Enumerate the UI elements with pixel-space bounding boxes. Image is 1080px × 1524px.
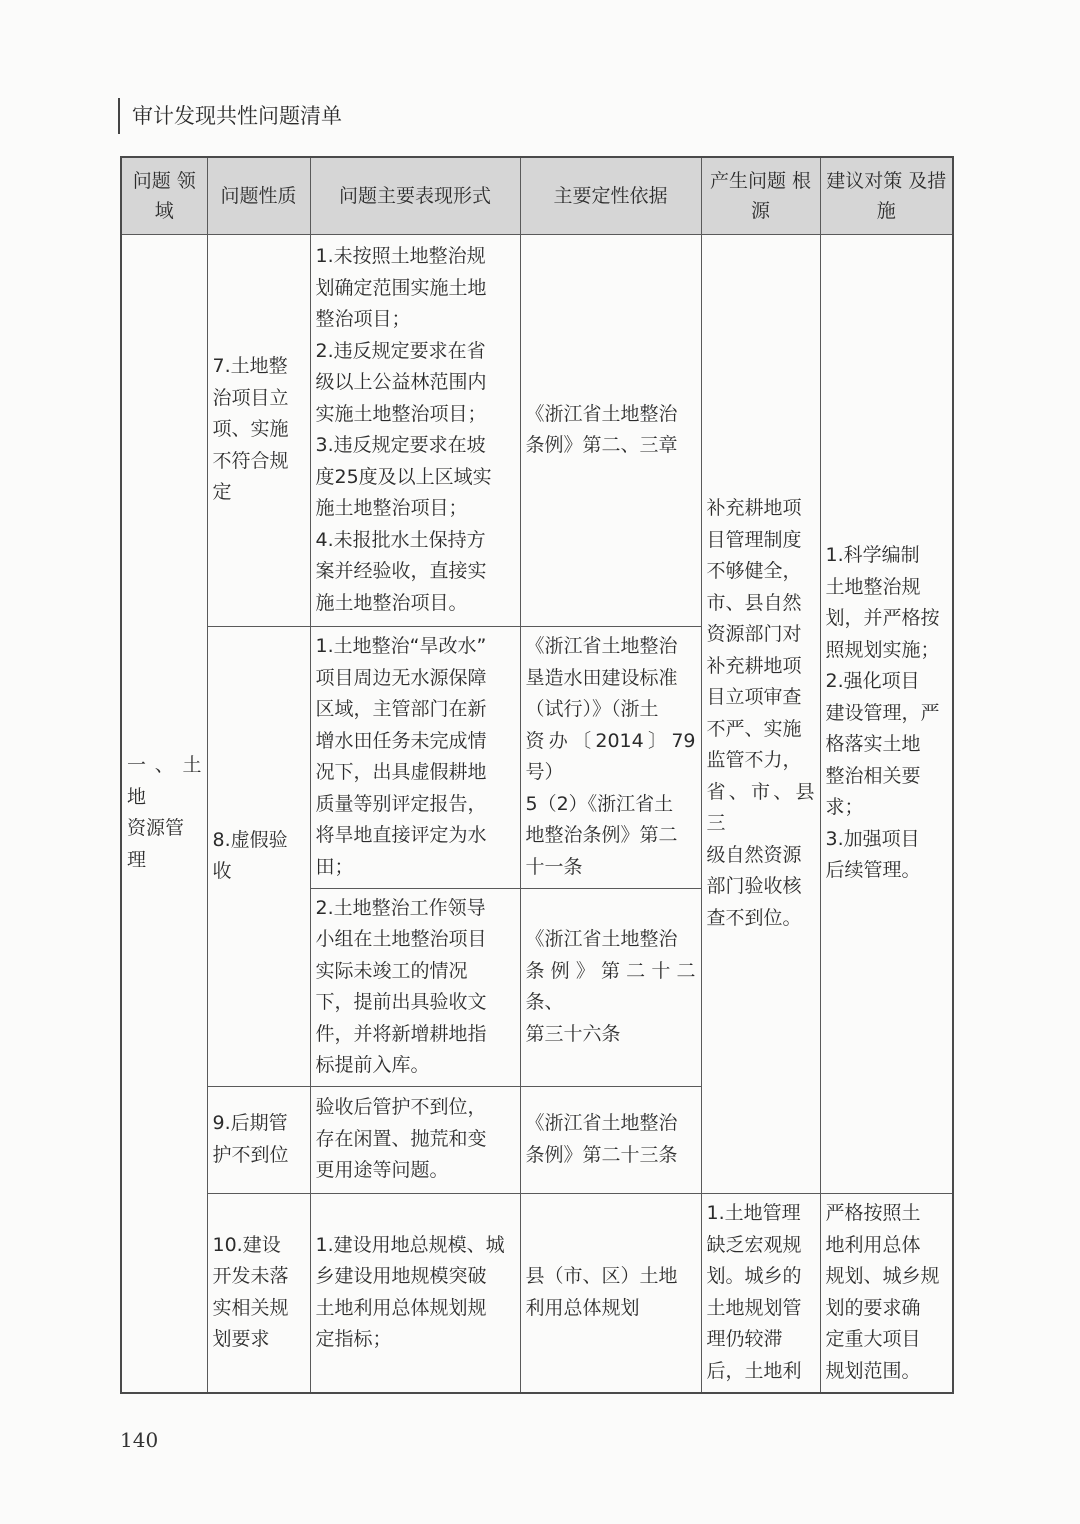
measures-shared-cell: 1.科学编制 土地整治规 划，并严格按 照规划实施； 2.强化项目 建设管理，严 格落实土地 整治相关要 求； 3.加强项目 后续管理。	[820, 234, 953, 1193]
header-main-forms: 问题主要表现形式	[310, 157, 520, 234]
header-problem-nature: 问题性质	[207, 157, 310, 234]
table-row	[121, 234, 953, 626]
main-forms-cell: 1.土地整治“旱改水” 项目周边无水源保障 区域，主管部门在新 增水田任务未完成情 况下，出具虚假耕地 质量等别评定报告， 将旱地直接评定为水 田；	[310, 626, 520, 888]
problem-domain-cell: 一、土地 资源管 理	[121, 234, 207, 1393]
legal-basis-cell: 《浙江省土地整治 条例》第二十二条、 第三十六条	[520, 888, 701, 1086]
main-forms-cell: 1.建设用地总规模、城 乡建设用地规模突破 土地利用总体规划规 定指标；	[310, 1193, 520, 1393]
main-forms-cell: 1.未按照土地整治规 划确定范围实施土地 整治项目； 2.违反规定要求在省 级以上公益林范围内 实施土地整治项目； 3.违反规定要求在坡 度25度及以上区域实 施土地整治项目； 4.未报批水土保持方 案并经验收，直接实 施土地整治项目。	[310, 234, 520, 626]
legal-basis-cell: 《浙江省土地整治 条例》第二、三章	[520, 234, 701, 626]
legal-basis-cell: 《浙江省土地整治 垦造水田建设标准 （试行）》（浙土 资办〔2014〕79号） 5（2）《浙江省土 地整治条例》第二 十一条	[520, 626, 701, 888]
audit-issues-table	[120, 156, 954, 1394]
main-forms-cell: 验收后管护不到位， 存在闲置、抛荒和变 更用途等问题。	[310, 1086, 520, 1193]
problem-nature-cell: 8.虚假验 收	[207, 626, 310, 1086]
legal-basis-cell: 《浙江省土地整治 条例》第二十三条	[520, 1086, 701, 1193]
measures-cell: 严格按照土 地利用总体 规划、城乡规 划的要求确 定重大项目 规划范围。	[820, 1193, 953, 1393]
page-header-title: 审计发现共性问题清单	[118, 98, 342, 134]
header-measures: 建议对策 及措施	[820, 157, 953, 234]
root-cause-cell: 1.土地管理 缺乏宏观规 划。城乡的 土地规划管 理仍较滞 后，土地利	[701, 1193, 820, 1393]
header-legal-basis: 主要定性依据	[520, 157, 701, 234]
problem-nature-cell: 9.后期管 护不到位	[207, 1086, 310, 1193]
problem-nature-cell: 7.土地整 治项目立 项、实施 不符合规 定	[207, 234, 310, 626]
root-cause-shared-cell: 补充耕地项 目管理制度 不够健全， 市、县自然 资源部门对 补充耕地项 目立项审查 不严、实施 监管不力， 省、市、县三 级自然资源 部门验收核 查不到位。	[701, 234, 820, 1193]
header-problem-domain: 问题 领域	[121, 157, 207, 234]
table-row	[121, 1193, 953, 1393]
table-header-row	[121, 157, 953, 234]
page-number: 140	[120, 1428, 159, 1452]
legal-basis-cell: 县（市、区）土地 利用总体规划	[520, 1193, 701, 1393]
problem-nature-cell: 10.建设 开发未落 实相关规 划要求	[207, 1193, 310, 1393]
header-root-cause: 产生问题 根源	[701, 157, 820, 234]
main-forms-cell: 2.土地整治工作领导 小组在土地整治项目 实际未竣工的情况 下，提前出具验收文 件，并将新增耕地指 标提前入库。	[310, 888, 520, 1086]
